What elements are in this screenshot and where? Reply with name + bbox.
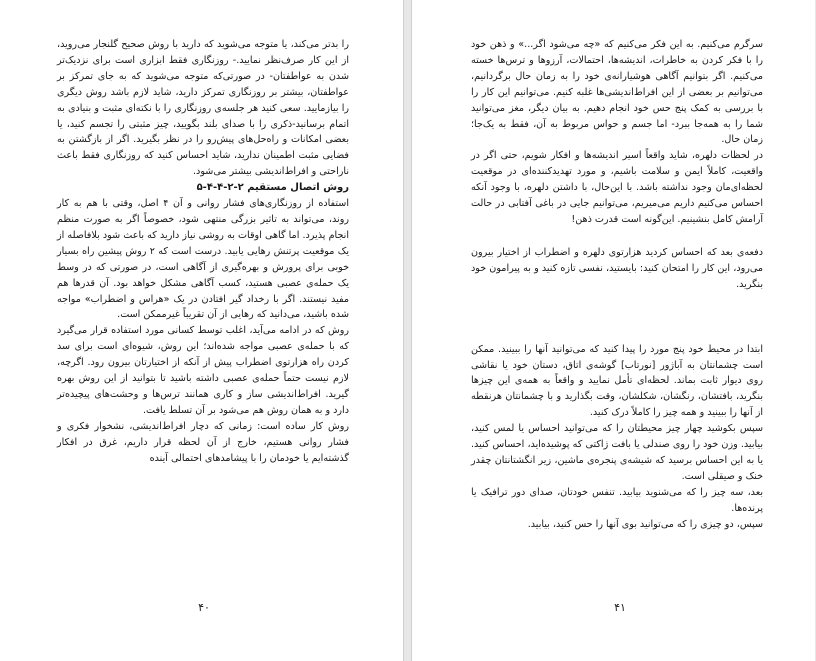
paragraph: دفعه‌ی بعد که احساس کردید هزارتوی دلهره و اضطراب از اختیار بیرون می‌رود، این کار را امتحان کنید: بایستید، نفسی تازه کنید و به پیرامون خود بنگرید. — [471, 246, 763, 290]
page-number: ۴۱ — [614, 601, 626, 614]
left-page — [0, 0, 404, 661]
paragraph: سرگرم می‌کنیم. به این فکر می‌کنیم که «چه می‌شود اگر...» و ذهن خود را با فکر کردن به خاطرات، اندیشه‌ها، احتمالات، آرزوها و ترس‌ها خسته می‌کنیم. اگر بتوانیم آگاهی هوشیارانه‌ی خود را به زمان حال برگردانیم، می‌توانیم بر بعضی از این افراط‌اندیشی‌ها غلبه کنیم. می‌توانیم این کار را با بررسی به کمک پنج حس خود انجام دهیم. به بیان دیگر، مغز می‌توانید شما را به همه‌جا ببرد- اما جسم و حواس مربوط به آن، فقط به یک‌جا؛ زمان حال. — [471, 39, 763, 146]
paragraph: در لحظات دلهره، شاید واقعاً اسیر اندیشه‌ها و افکار شویم، حتی اگر در واقعیت، کاملاً ایمن و سلامت باشیم، و مورد تهدیدکننده‌ای در موقعیت لحظه‌ای‌مان وجود نداشته باشد. با این‌حال، با داشتن دلهره، با وجود آنکه احساس می‌کنیم داریم می‌میریم، می‌توانیم جایی در باغی آفتابی در حالت آرامش کامل بنشینیم. این‌گونه است قدرت ذهن! — [471, 150, 763, 225]
page-number: ۴۰ — [198, 601, 210, 614]
paragraph: ابتدا در محیط خود پنج مورد را پیدا کنید که می‌توانید آنها را ببینید. ممکن است چشمانتان به آباژور [نورتاب] گوشه‌ی اتاق، دستان خود یا نقاشی روی دیوار ثابت بماند. لحظه‌ای تأمل نمایید و واقعاً به همه‌ی این چیزها بنگرید، بافتشان، رنگشان، شکلشان، وقت بگذارید و با چشمانتان هرنقطه از آنها را ببینید و همه چیز را کاملاً درک کنید. — [471, 343, 763, 419]
paragraph: استفاده از روزنگاری‌های فشار روانی و آن ۴ اصل، وقتی با هم به کار روند، می‌تواند به تاثیر بزرگی منتهی شود، خصوصاً اگر به صورت منظم انجام پذیرد. اما گاهی اوقات به روشی نیاز دارید که باعث شود بلافاصله از یک موقعیت پرتنش رهایی یابید. درست است که ۲ روش پیشین راه بسیار خوبی برای پرورش و بهره‌گیری از آگاهی است، در صورتی که در وسط یک حمله‌ی عصبی هستید، کسب آگاهی مشکل خواهد بود. آن قدرها هم مفید نیستند. اگر با رخداد گیر افتادن در یک «هراس و اضطراب» مواجه شده باشید، می‌دانید که رهایی از آن تقریباً غیرممکن است. — [57, 198, 349, 321]
right-page-body — [471, 37, 763, 532]
paragraph: روش کار ساده است: زمانی که دچار افراط‌اندیشی، نشخوار فکری و فشار روانی هستیم، خارج از آن لحظه قرار داریم، غرق در افکار گذشته‌ایم یا خودمان را با پیشامدهای احتمالی آینده — [57, 420, 349, 464]
paragraph: را بدتر می‌کند، یا متوجه می‌شوید که دارید با روش صحیح گلنجار می‌روید، از این کار صرف‌نظر نمایید.- روزنگاری فقط ابزاری است برای نزدیک‌تر شدن به عواطفتان- در صورتی‌که متوجه می‌شوید که به جای تمرکز بر عواطفتان، بیشتر بر روزنگاری تمرکز دارید، شاید لازم باشد روش دیگری را بیازمایید. سعی کنید هر جلسه‌ی روزنگاری را با نکته‌ای مثبت و بنیادی به اتمام برسانید-ذکری را با صدای بلند بگویید، چیز مثبتی را تجسم کنید، یا بعضی امکانات و راه‌حل‌های پیش‌رو را در نظر بگیرید. اگر از بازگشتن به فضایی مثبت اطمینان ندارید، شاید احساس کنید که روزنگاری فقط باعث ناراحتی و افراط‌اندیشی بیشتر می‌شود. — [57, 39, 349, 178]
paragraph: سپس بکوشید چهار چیز محیطتان را که می‌توانید احساس یا لمس کنید، بیابید. وزن خود را روی صندلی یا بافت ژاکتی که پوشیده‌اید، احساس کنید. یا به این احساس برسید که شیشه‌ی پنجره‌ی ماشین، زیر انگشتانتان چقدر خنک و صیقلی است. — [471, 423, 763, 482]
paragraph: روش که در ادامه می‌آید، اغلب توسط کسانی مورد استفاده قرار می‌گیرد که با حمله‌ی عصبی مواجه شده‌اند؛ این روش، شیوه‌ای است برای سد کردن راه هزارتوی اضطراب پیش از آنکه از اختیارتان بیرون رود. اگرچه، لازم نیست حتماً حمله‌ی عصبی داشته باشید تا بتوانید از این روش بهره گیرید. افراط‌اندیشی ساز و کاری همانند ترس‌ها و وحشت‌های پیچیده‌تر دارد و به همان روش هم می‌شود بر آن تسلط یافت. — [57, 325, 349, 416]
paragraph: سپس، دو چیزی را که می‌توانید بوی آنها را حس کنید، بیابید. — [527, 518, 763, 530]
left-page-body — [57, 37, 349, 466]
section-heading: روش اتصال مستقیم ۲-۲-۴-۴-۵ — [196, 182, 349, 194]
right-page — [411, 0, 815, 661]
paragraph: بعد، سه چیز را که می‌شنوید بیابید. تنفس خودتان، صدای دور ترافیک یا پرنده‌ها. — [471, 486, 763, 514]
